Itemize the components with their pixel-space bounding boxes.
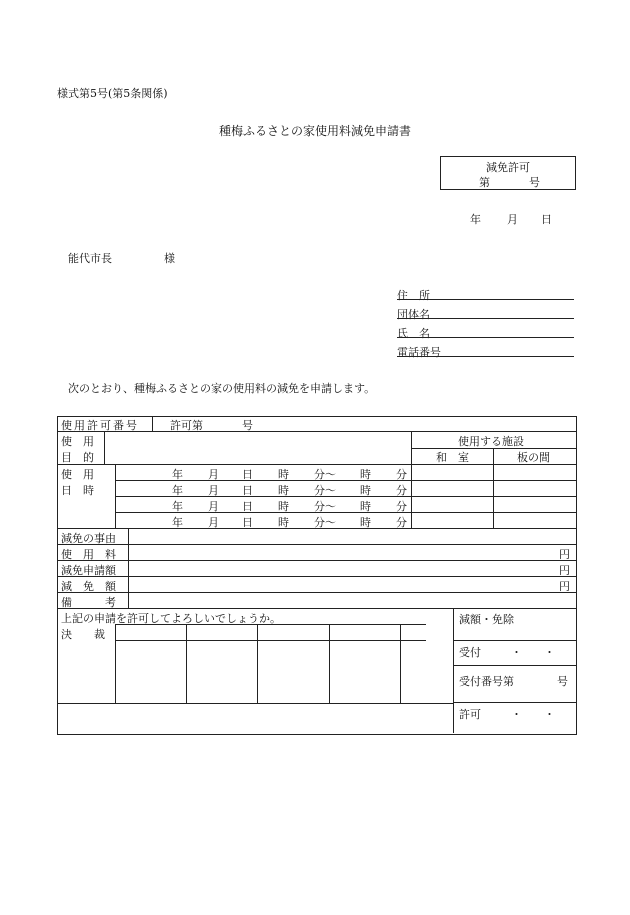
dt-hour1: 時	[278, 516, 289, 529]
dt-min2: 分	[396, 468, 407, 481]
dt-hour1: 時	[278, 484, 289, 497]
dt-month: 月	[208, 468, 219, 481]
facility-itanoma: 板の間	[517, 451, 550, 464]
date-day: 日	[541, 213, 552, 226]
name-label: 氏 名	[397, 327, 430, 340]
fee-yen: 円	[559, 548, 570, 561]
dt-hour2: 時	[360, 484, 371, 497]
reduction-yen: 円	[559, 580, 570, 593]
permit-number-box	[440, 156, 576, 190]
purpose-label-2: 目 的	[61, 451, 94, 464]
col-divider	[257, 624, 258, 703]
address-line[interactable]	[397, 299, 574, 300]
dt-hour1: 時	[278, 500, 289, 513]
dt-hour2: 時	[360, 468, 371, 481]
dt-month: 月	[208, 516, 219, 529]
dt-year: 年	[172, 516, 183, 529]
permit-box-label: 減免許可	[486, 161, 530, 174]
col-divider	[493, 448, 494, 528]
addressee-honorific: 様	[164, 252, 175, 265]
col-divider	[453, 608, 454, 733]
col-divider	[329, 624, 330, 703]
facility-washitsu: 和 室	[436, 451, 469, 464]
permit-date-dots: ・ ・	[511, 708, 555, 721]
row-divider	[57, 592, 576, 593]
receipt-number-label: 受付番号第	[459, 675, 514, 688]
facilities-header: 使用する施設	[458, 435, 524, 448]
phone-line[interactable]	[397, 356, 574, 357]
dt-month: 月	[208, 484, 219, 497]
row-divider	[115, 512, 576, 513]
row-divider	[57, 576, 576, 577]
addressee-name: 能代市長	[68, 252, 112, 265]
row-divider	[57, 608, 576, 609]
decision-label: 決 裁	[61, 628, 105, 641]
datetime-label-2: 日 時	[61, 484, 94, 497]
row-divider	[453, 702, 576, 703]
col-divider	[152, 416, 153, 431]
row-divider	[57, 544, 576, 545]
permit-number-go: 号	[242, 419, 253, 432]
datetime-label-1: 使 用	[61, 468, 94, 481]
received-label: 受付	[459, 646, 481, 659]
permit-number-label: 使用許可番号	[61, 419, 139, 432]
dt-min1: 分〜	[314, 468, 336, 481]
date-year: 年	[470, 213, 481, 226]
dt-day: 日	[242, 500, 253, 513]
dt-year: 年	[172, 484, 183, 497]
permit-box-dai: 第	[479, 176, 490, 189]
dt-min1: 分〜	[314, 500, 336, 513]
row-divider	[115, 640, 426, 641]
col-divider	[128, 528, 129, 608]
dt-min1: 分〜	[314, 516, 336, 529]
dt-day: 日	[242, 484, 253, 497]
dt-min1: 分〜	[314, 484, 336, 497]
requested-amount-label: 減免申請額	[61, 564, 116, 577]
permit-label: 許可	[459, 708, 481, 721]
reason-label: 減免の事由	[61, 532, 116, 545]
remarks-label: 備 考	[61, 596, 116, 609]
dt-hour2: 時	[360, 516, 371, 529]
row-divider	[453, 665, 576, 666]
dt-day: 日	[242, 516, 253, 529]
row-divider	[453, 640, 576, 641]
row-divider	[57, 560, 576, 561]
permit-box-go: 号	[529, 176, 540, 189]
row-divider	[115, 496, 576, 497]
dt-hour1: 時	[278, 468, 289, 481]
group-label: 団体名	[397, 308, 430, 321]
col-divider	[411, 431, 412, 528]
date-month: 月	[507, 213, 518, 226]
col-divider	[115, 464, 116, 528]
row-divider	[115, 480, 576, 481]
dt-day: 日	[242, 468, 253, 481]
address-label: 住 所	[397, 289, 430, 302]
fee-label: 使 用 料	[61, 548, 116, 561]
dt-min2: 分	[396, 516, 407, 529]
intro-text: 次のとおり、種梅ふるさとの家の使用料の減免を申請します。	[68, 382, 376, 395]
document-title: 種梅ふるさとの家使用料減免申請書	[218, 124, 411, 138]
reduction-amount-label: 減 免 額	[61, 580, 116, 593]
dt-hour2: 時	[360, 500, 371, 513]
group-line[interactable]	[397, 318, 574, 319]
phone-label: 電話番号	[397, 346, 441, 359]
dt-min2: 分	[396, 484, 407, 497]
name-line[interactable]	[397, 337, 574, 338]
reduction-exemption-label: 減額・免除	[459, 613, 514, 626]
row-divider	[57, 464, 576, 465]
col-divider	[186, 624, 187, 703]
permit-number-value: 許可第	[170, 419, 203, 432]
receipt-number-go: 号	[557, 675, 568, 688]
col-divider	[115, 624, 116, 703]
received-date-dots: ・ ・	[511, 646, 555, 659]
dt-year: 年	[172, 468, 183, 481]
row-divider	[57, 703, 454, 704]
approval-question: 上記の申請を許可してよろしいでしょうか。	[61, 612, 281, 625]
dt-min2: 分	[396, 500, 407, 513]
dt-month: 月	[208, 500, 219, 513]
requested-yen: 円	[559, 564, 570, 577]
dt-year: 年	[172, 500, 183, 513]
purpose-label-1: 使 用	[61, 435, 94, 448]
col-divider	[400, 624, 401, 703]
col-divider	[104, 431, 105, 464]
form-number: 様式第5号(第5条関係)	[57, 87, 168, 100]
